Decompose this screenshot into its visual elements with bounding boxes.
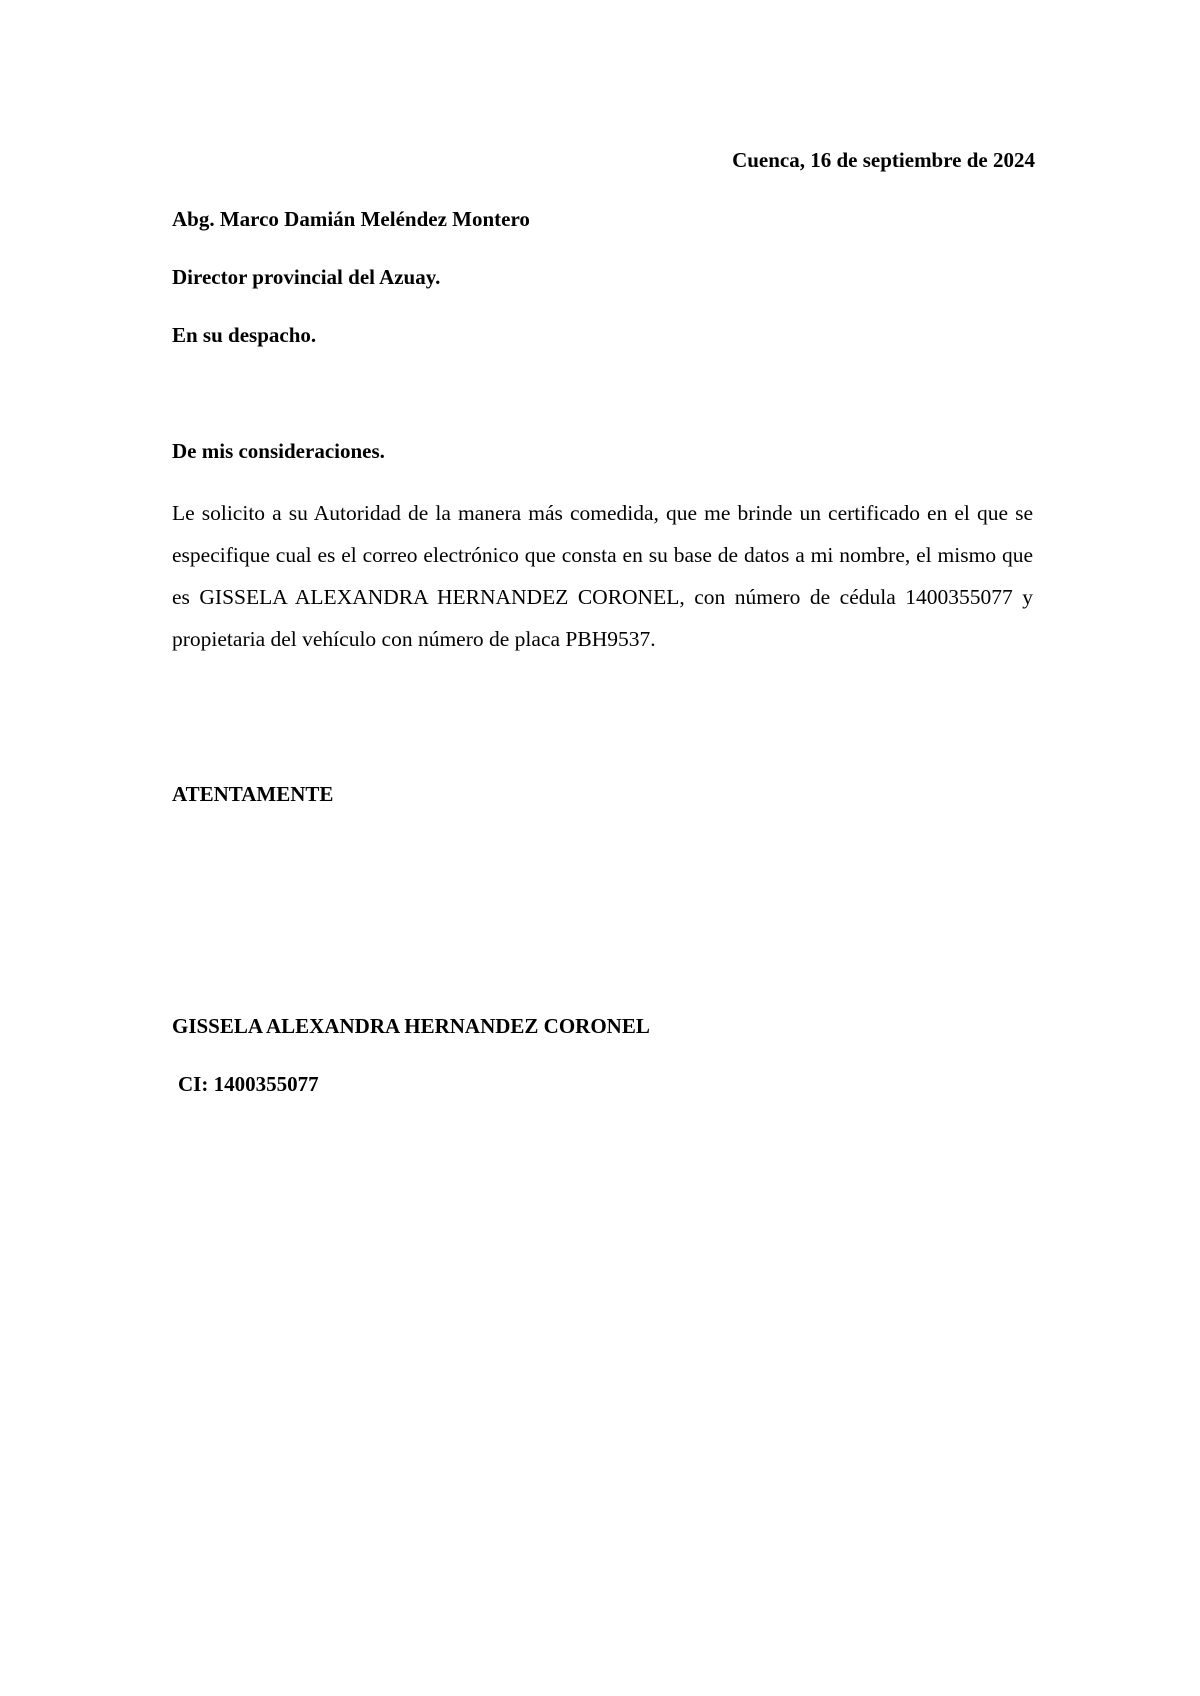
recipient-title: Director provincial del Azuay. — [172, 265, 441, 289]
letter-greeting: De mis consideraciones. — [172, 439, 385, 463]
letter-closing: ATENTAMENTE — [172, 782, 334, 806]
signer-id: CI: 1400355077 — [178, 1072, 319, 1096]
letter-body: Le solicito a su Autoridad de la manera más comedida, que me brinde un certificado en el que se especifique cual es el correo electrónico que consta en su base de datos a mi nombre, el mismo que es GISSELA ALEXANDRA HERNANDEZ CORONEL, con número de cédula 1400355077 y propietaria del vehículo con número de placa PBH9537. — [172, 501, 1033, 651]
recipient-office: En su despacho. — [172, 323, 317, 347]
signer-name: GISSELA ALEXANDRA HERNANDEZ CORONEL — [172, 1014, 650, 1038]
letter-date: Cuenca, 16 de septiembre de 2024 — [732, 148, 1035, 172]
recipient-name: Abg. Marco Damián Meléndez Montero — [172, 207, 530, 231]
